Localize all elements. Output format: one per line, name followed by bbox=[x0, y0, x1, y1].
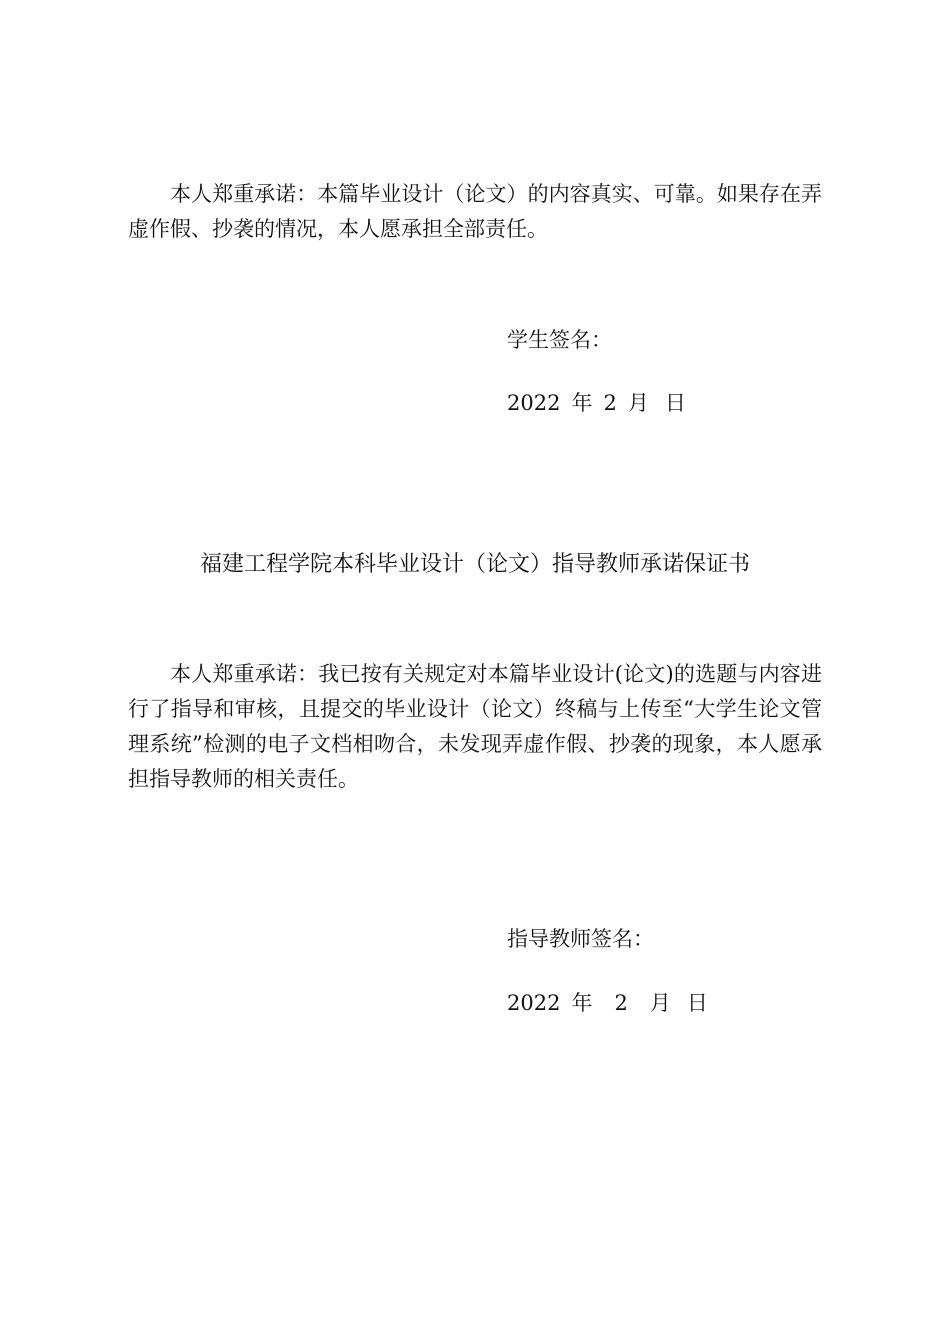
teacher-date-month-unit: 月 bbox=[649, 991, 671, 1015]
teacher-date-year: 2022 bbox=[507, 991, 561, 1015]
student-pledge-text: 本人郑重承诺：本篇毕业设计（论文）的内容真实、可靠。如果存在弄虚作假、抄袭的情况，本人愿承担全部责任。 bbox=[128, 182, 822, 241]
teacher-date-year-unit: 年 bbox=[571, 991, 593, 1015]
student-date-day-unit: 日 bbox=[664, 391, 686, 415]
teacher-pledge-text: 本人郑重承诺：我已按有关规定对本篇毕业设计(论文)的选题与内容进行了指导和审核，且提交的毕业设计（论文）终稿与上传至“大学生论文管理系统”检测的电子文档相吻合，未发现弄虚作假、抄袭的现象，本人愿承担指导教师的相关责任。 bbox=[128, 662, 822, 791]
student-date-month: 2 bbox=[603, 391, 617, 415]
teacher-signature-date bbox=[507, 988, 708, 1018]
teacher-date-month: 2 bbox=[614, 991, 628, 1015]
student-date-year: 2022 bbox=[507, 391, 561, 415]
teacher-pledge-title: 福建工程学院本科毕业设计（论文）指导教师承诺保证书 bbox=[199, 552, 750, 577]
teacher-signature-label: 指导教师签名： bbox=[507, 927, 654, 951]
student-signature-date bbox=[507, 388, 686, 418]
teacher-date-day-unit: 日 bbox=[686, 991, 708, 1015]
student-date-year-unit: 年 bbox=[571, 391, 593, 415]
student-signature-label: 学生签名： bbox=[507, 328, 612, 352]
student-date-month-unit: 月 bbox=[627, 391, 649, 415]
